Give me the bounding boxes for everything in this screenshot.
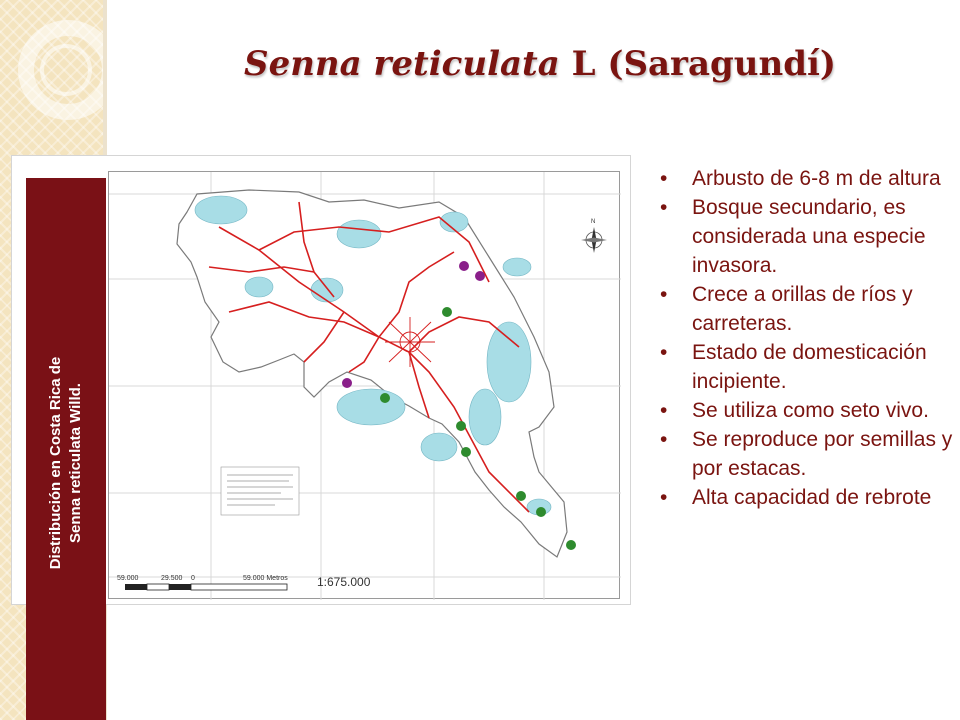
green-marker xyxy=(516,491,526,501)
title-common-name: L (Saragundí) xyxy=(559,44,836,84)
green-marker xyxy=(461,447,471,457)
green-marker xyxy=(380,393,390,403)
purple-marker xyxy=(342,378,352,388)
bullet-list xyxy=(660,164,956,512)
green-marker xyxy=(456,421,466,431)
costa-rica-map xyxy=(109,172,621,600)
map-frame xyxy=(108,171,620,599)
purple-marker xyxy=(459,261,469,271)
bullet-item: • Arbusto de 6-8 m de altura xyxy=(660,164,956,193)
map-legend-box xyxy=(221,467,299,515)
map-side-label-line2: Senna reticulata Willd. xyxy=(67,383,84,543)
green-marker xyxy=(566,540,576,550)
map-side-label-text xyxy=(46,193,86,720)
bullet-item: • Crece a orillas de ríos y carreteras. xyxy=(660,280,956,338)
bullet-item: • Se utiliza como seto vivo. xyxy=(660,396,956,425)
green-marker xyxy=(442,307,452,317)
bullet-item: • Estado de domesticación incipiente. xyxy=(660,338,956,396)
title-species-name: Senna reticulata xyxy=(244,44,560,84)
green-marker xyxy=(536,507,546,517)
map-side-label xyxy=(26,178,106,720)
scale-tick-3: 0 xyxy=(191,575,195,582)
scale-ratio: 1:675.000 xyxy=(317,575,371,589)
scale-tick-1: 59.000 xyxy=(117,575,139,582)
bullet-item: • Se reproduce por semillas y por estacas. xyxy=(660,425,956,483)
bullet-item: • Bosque secundario, es considerada una especie invasora. xyxy=(660,193,956,280)
bullet-item: • Alta capacidad de rebrote xyxy=(660,483,956,512)
distribution-map-figure xyxy=(11,155,631,605)
compass-rose-icon xyxy=(581,219,607,253)
scale-tick-2: 29.500 xyxy=(161,575,183,582)
scale-tick-4: 59.000 Metros xyxy=(243,575,288,582)
slide-title xyxy=(0,44,960,84)
compass-north-label: N xyxy=(591,219,596,225)
purple-marker xyxy=(475,271,485,281)
map-side-label-line1: Distribución en Costa Rica de xyxy=(47,356,64,570)
